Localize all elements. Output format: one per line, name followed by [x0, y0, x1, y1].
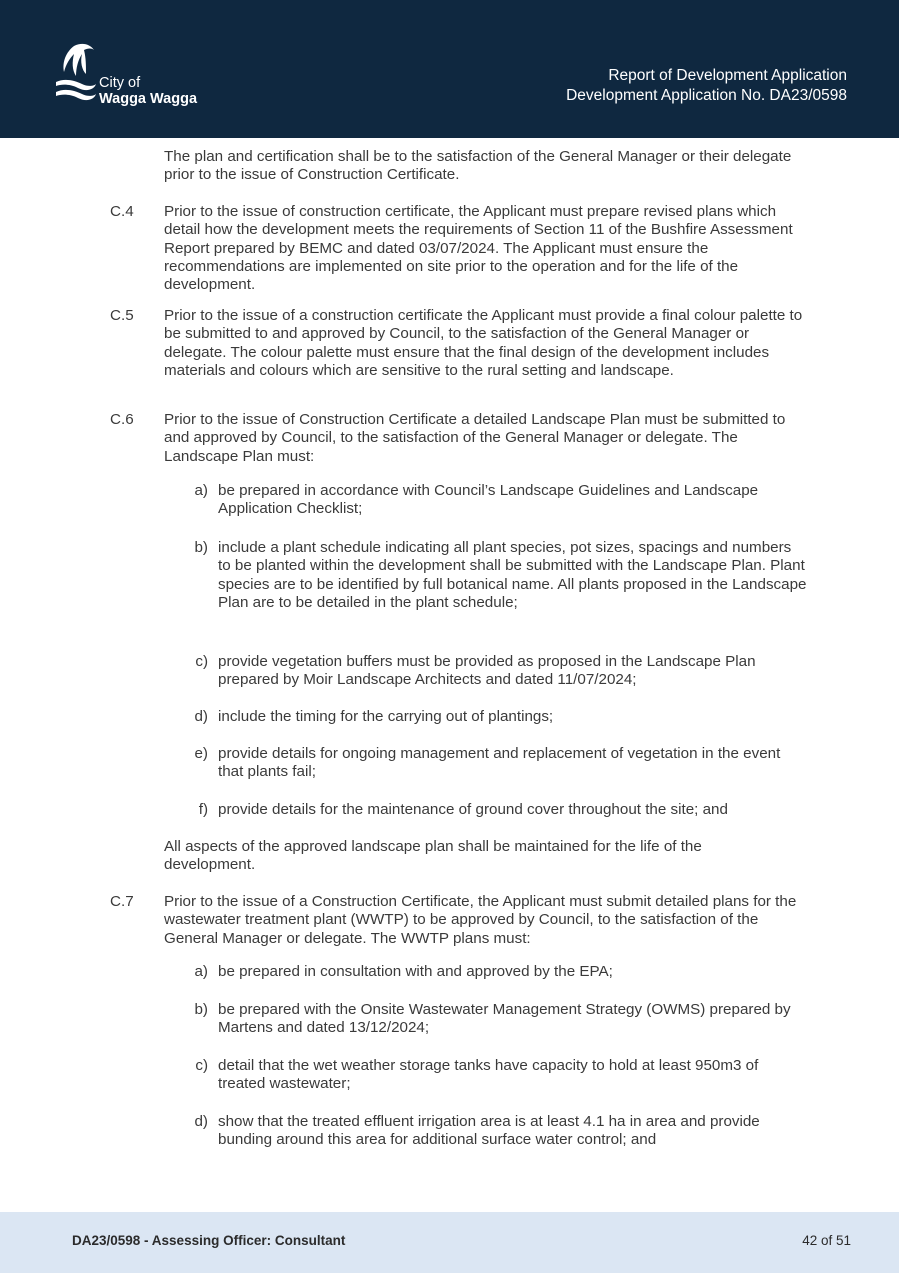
footer-reference: DA23/0598 - Assessing Officer: Consultant [72, 1233, 346, 1248]
c7-item-letter: d) [194, 1113, 208, 1130]
c6-item-text: provide details for ongoing management and replacement of vegetation in the event that plants fail; [218, 745, 781, 781]
c7-item-text: be prepared with the Onsite Wastewater Management Strategy (OWMS) prepared by Martens and dated 13/12/2024; [218, 1001, 791, 1037]
org-line-2: Wagga Wagga [99, 91, 198, 107]
c6-item-letter: b) [194, 539, 208, 556]
c6-item-letter: e) [194, 745, 208, 762]
condition-text-c6: Prior to the issue of Construction Certificate a detailed Landscape Plan must be submitted to and approved by Council, to the satisfaction of the General Manager or delegate. The Landscape Plan must: [164, 411, 786, 465]
c7-item-text: detail that the wet weather storage tanks have capacity to hold at least 950m3 of treated wastewater; [218, 1057, 759, 1093]
intro-paragraph: The plan and certification shall be to the satisfaction of the General Manager or their delegate prior to the issue of Construction Certificate. [164, 148, 792, 184]
c6-item-letter: c) [195, 653, 208, 670]
c7-item-letter: a) [194, 963, 208, 980]
c6-item-letter: f) [198, 801, 208, 818]
c6-item-text: include the timing for the carrying out of plantings; [218, 708, 554, 725]
report-title-line-2: Development Application No. DA23/0598 [566, 87, 847, 104]
condition-text-c4: Prior to the issue of construction certificate, the Applicant must prepare revised plans which detail how the development meets the requirements of Section 11 of the Bushfire Assessment Report prepared by BEMC and dated 03/07/2024. The Applicant must ensure the recommendations are implemented on site prior to the operation and for the life of the development. [164, 203, 793, 294]
c6-closing-paragraph: All aspects of the approved landscape plan shall be maintained for the life of the development. [164, 838, 702, 874]
condition-number-c5: C.5 [110, 307, 134, 324]
c7-item-text: be prepared in consultation with and approved by the EPA; [218, 963, 613, 980]
condition-number-c4: C.4 [110, 203, 134, 220]
bird-logo-icon [52, 42, 98, 108]
condition-text-c7: Prior to the issue of a Construction Certificate, the Applicant must submit detailed plans for the wastewater treatment plant (WWTP) to be approved by Council, to the satisfaction of the General Manager or delegate. The WWTP plans must: [164, 893, 797, 947]
c6-item-text: be prepared in accordance with Council’s Landscape Guidelines and Landscape Application Checklist; [218, 482, 759, 518]
c6-item-text: provide vegetation buffers must be provided as proposed in the Landscape Plan prepared by Moir Landscape Architects and dated 11/07/2024; [218, 653, 756, 689]
report-title [566, 66, 847, 106]
page-header [0, 0, 899, 138]
condition-text-c5: Prior to the issue of a construction certificate the Applicant must provide a final colour palette to be submitted to and approved by Council, to the satisfaction of the General Manager or delegate. The colour palette must ensure that the final design of the development includes materials and colours which are sensitive to the rural setting and landscape. [164, 307, 803, 379]
c6-item-text: provide details for the maintenance of ground cover throughout the site; and [218, 801, 728, 818]
org-line-1: City of [99, 75, 141, 91]
c6-item-letter: d) [194, 708, 208, 725]
report-title-line-1: Report of Development Application [608, 67, 847, 84]
condition-number-c7: C.7 [110, 893, 134, 910]
c7-item-letter: b) [194, 1001, 208, 1018]
c6-item-letter: a) [194, 482, 208, 499]
council-logo [52, 42, 212, 112]
logo-text [99, 75, 197, 107]
c6-item-text: include a plant schedule indicating all plant species, pot sizes, spacings and numbers to be planted within the development shall be submitted with the Landscape Plan. Plant species are to be identified by full botanical name. All plants proposed in the Landscape Plan are to be detailed in the plant schedule; [218, 539, 807, 611]
condition-number-c6: C.6 [110, 411, 134, 428]
c7-item-letter: c) [195, 1057, 208, 1074]
page-number: 42 of 51 [802, 1233, 851, 1248]
page-footer [0, 1212, 899, 1273]
c7-item-text: show that the treated effluent irrigation area is at least 4.1 ha in area and provide bunding around this area for additional surface water control; and [218, 1113, 760, 1149]
